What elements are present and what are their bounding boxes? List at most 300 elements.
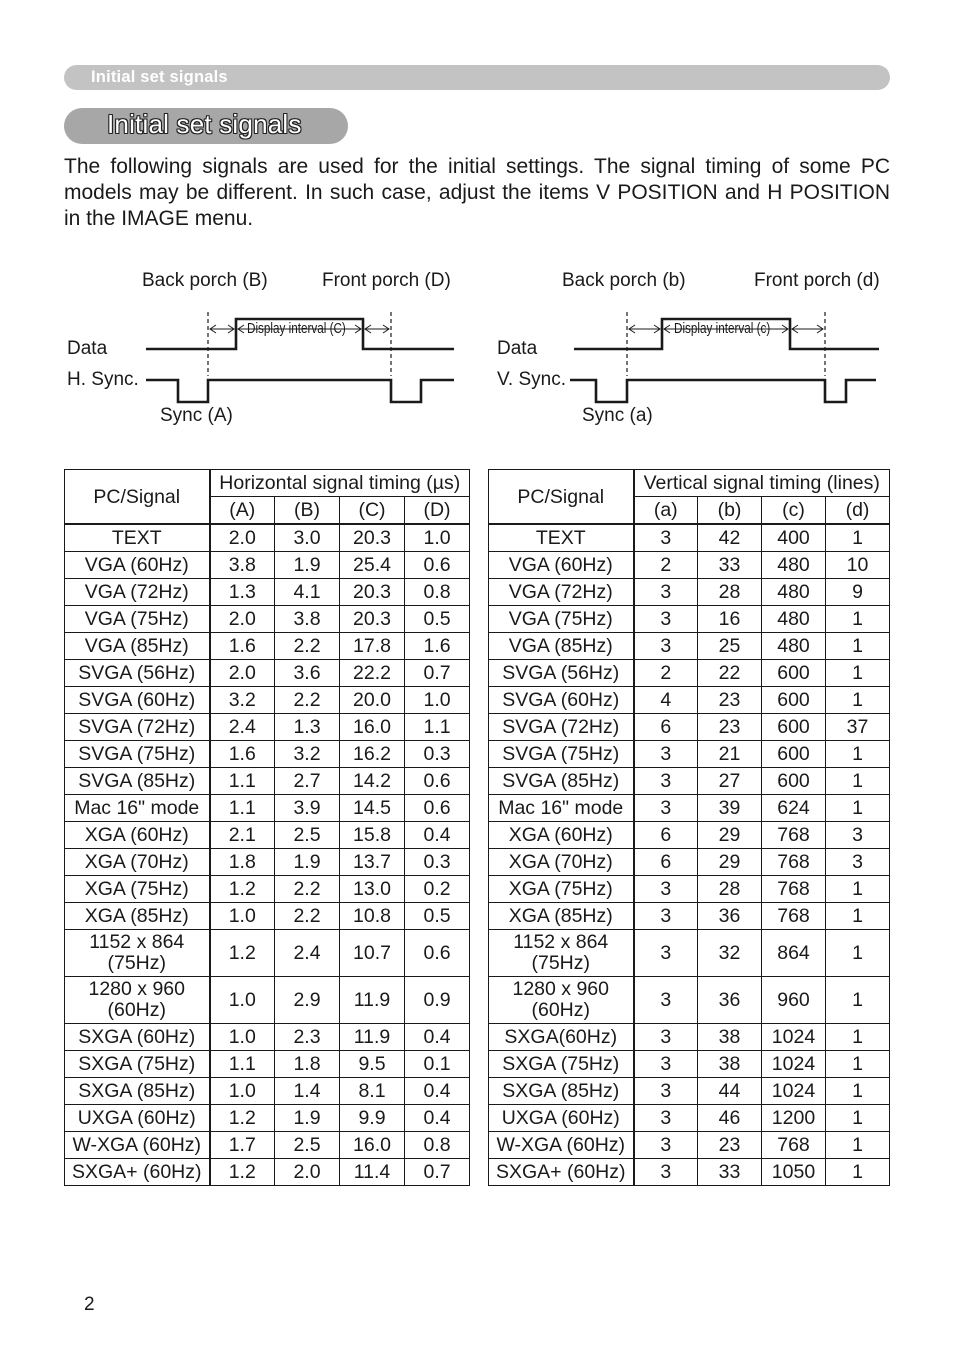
- pc-signal-cell: SVGA (56Hz): [65, 660, 210, 687]
- timing-value-cell: 1.0: [210, 903, 275, 930]
- timing-value-cell: 1: [826, 977, 890, 1024]
- timing-value-cell: 960: [762, 977, 826, 1024]
- timing-value-cell: 0.8: [405, 579, 470, 606]
- timing-value-cell: 1: [826, 930, 890, 977]
- vertical-timing-table: [488, 469, 890, 1186]
- timing-value-cell: 3: [634, 1051, 698, 1078]
- pc-signal-cell: W-XGA (60Hz): [489, 1132, 634, 1159]
- timing-group-header: Vertical signal timing (lines): [634, 470, 890, 497]
- timing-value-cell: 36: [698, 977, 762, 1024]
- timing-value-cell: 4.1: [275, 579, 340, 606]
- timing-value-cell: 37: [826, 714, 890, 741]
- display-interval-label: Display interval (C): [247, 320, 346, 337]
- table-row: [489, 687, 890, 714]
- timing-value-cell: 1.6: [210, 633, 275, 660]
- timing-value-cell: 3: [826, 849, 890, 876]
- timing-value-cell: 20.3: [340, 606, 405, 633]
- timing-value-cell: 0.8: [405, 1132, 470, 1159]
- timing-value-cell: 0.6: [405, 552, 470, 579]
- timing-value-cell: 6: [634, 714, 698, 741]
- table-row: [65, 741, 470, 768]
- pc-signal-cell: SVGA (85Hz): [489, 768, 634, 795]
- timing-value-cell: 6: [634, 849, 698, 876]
- timing-value-cell: 20.0: [340, 687, 405, 714]
- timing-value-cell: 38: [698, 1051, 762, 1078]
- table-row: [489, 714, 890, 741]
- timing-value-cell: 33: [698, 552, 762, 579]
- timing-value-cell: 9: [826, 579, 890, 606]
- timing-value-cell: 2.5: [275, 1132, 340, 1159]
- pc-signal-cell: UXGA (60Hz): [489, 1105, 634, 1132]
- timing-value-cell: 2.2: [275, 876, 340, 903]
- timing-value-cell: 20.3: [340, 524, 405, 552]
- pc-signal-cell: UXGA (60Hz): [65, 1105, 210, 1132]
- timing-value-cell: 2.9: [275, 977, 340, 1024]
- pc-signal-cell: SVGA (75Hz): [489, 741, 634, 768]
- timing-value-cell: 3: [634, 1078, 698, 1105]
- pc-signal-header: PC/Signal: [65, 470, 210, 525]
- timing-value-cell: 11.4: [340, 1159, 405, 1186]
- table-row: [65, 1159, 470, 1186]
- table-row: [489, 1159, 890, 1186]
- timing-value-cell: 1: [826, 768, 890, 795]
- pc-signal-cell: SXGA (60Hz): [65, 1024, 210, 1051]
- table-row: [65, 795, 470, 822]
- timing-value-cell: 4: [634, 687, 698, 714]
- timing-value-cell: 1.0: [405, 687, 470, 714]
- timing-value-cell: 38: [698, 1024, 762, 1051]
- pc-signal-cell: SVGA (56Hz): [489, 660, 634, 687]
- timing-value-cell: 46: [698, 1105, 762, 1132]
- timing-value-cell: 20.3: [340, 579, 405, 606]
- timing-value-cell: 3: [634, 1159, 698, 1186]
- timing-value-cell: 1: [826, 795, 890, 822]
- timing-value-cell: 0.3: [405, 741, 470, 768]
- timing-value-cell: 1: [826, 876, 890, 903]
- pc-signal-cell: SXGA (75Hz): [489, 1051, 634, 1078]
- timing-value-cell: 2.4: [275, 930, 340, 977]
- timing-value-cell: 17.8: [340, 633, 405, 660]
- table-row: [489, 977, 890, 1024]
- timing-value-cell: 0.5: [405, 606, 470, 633]
- timing-value-cell: 3: [634, 977, 698, 1024]
- pc-signal-header: PC/Signal: [489, 470, 634, 525]
- sync-label: Sync (A): [160, 405, 233, 426]
- table-row: [489, 1024, 890, 1051]
- timing-value-cell: 1.8: [275, 1051, 340, 1078]
- timing-value-cell: 23: [698, 1132, 762, 1159]
- timing-value-cell: 1024: [762, 1051, 826, 1078]
- timing-value-cell: 1: [826, 1159, 890, 1186]
- timing-value-cell: 1.1: [405, 714, 470, 741]
- timing-value-cell: 39: [698, 795, 762, 822]
- timing-value-cell: 3: [634, 606, 698, 633]
- pc-signal-cell: VGA (60Hz): [489, 552, 634, 579]
- pc-signal-cell: VGA (72Hz): [65, 579, 210, 606]
- timing-value-cell: 768: [762, 1132, 826, 1159]
- timing-value-cell: 768: [762, 876, 826, 903]
- timing-value-cell: 0.4: [405, 1105, 470, 1132]
- timing-value-cell: 0.1: [405, 1051, 470, 1078]
- table-row: [65, 606, 470, 633]
- table-row: [65, 579, 470, 606]
- horizontal-table-body: [65, 524, 470, 1186]
- timing-value-cell: 2.2: [275, 687, 340, 714]
- timing-value-cell: 1: [826, 606, 890, 633]
- front-porch-label: Front porch (d): [754, 270, 880, 291]
- timing-value-cell: 600: [762, 768, 826, 795]
- pc-signal-cell: XGA (60Hz): [65, 822, 210, 849]
- timing-value-cell: 3.8: [210, 552, 275, 579]
- timing-value-cell: 480: [762, 633, 826, 660]
- timing-value-cell: 28: [698, 876, 762, 903]
- pc-signal-cell: SXGA (85Hz): [65, 1078, 210, 1105]
- timing-value-cell: 1: [826, 741, 890, 768]
- pc-signal-cell: VGA (85Hz): [65, 633, 210, 660]
- timing-value-cell: 14.5: [340, 795, 405, 822]
- timing-value-cell: 28: [698, 579, 762, 606]
- timing-value-cell: 0.6: [405, 795, 470, 822]
- table-row: [489, 633, 890, 660]
- timing-value-cell: 9.5: [340, 1051, 405, 1078]
- timing-value-cell: 480: [762, 552, 826, 579]
- timing-value-cell: 11.9: [340, 1024, 405, 1051]
- timing-value-cell: 1200: [762, 1105, 826, 1132]
- table-row: [65, 876, 470, 903]
- timing-value-cell: 3: [634, 795, 698, 822]
- timing-value-cell: 2.3: [275, 1024, 340, 1051]
- display-interval-label: Display interval (c): [674, 320, 771, 337]
- table-row: [65, 714, 470, 741]
- timing-value-cell: 1.7: [210, 1132, 275, 1159]
- timing-value-cell: 0.5: [405, 903, 470, 930]
- data-label: Data: [67, 338, 108, 359]
- timing-value-cell: 9.9: [340, 1105, 405, 1132]
- timing-value-cell: 3.2: [275, 741, 340, 768]
- timing-value-cell: 25: [698, 633, 762, 660]
- timing-value-cell: 42: [698, 524, 762, 552]
- table-row: [65, 977, 470, 1024]
- timing-value-cell: 3: [634, 524, 698, 552]
- pc-signal-cell: VGA (75Hz): [489, 606, 634, 633]
- timing-value-cell: 3: [634, 1024, 698, 1051]
- timing-value-cell: 23: [698, 714, 762, 741]
- timing-value-cell: 768: [762, 849, 826, 876]
- pc-signal-cell: XGA (75Hz): [489, 876, 634, 903]
- column-header: (D): [405, 497, 470, 525]
- timing-value-cell: 2: [634, 660, 698, 687]
- timing-value-cell: 2: [634, 552, 698, 579]
- front-porch-label: Front porch (D): [322, 270, 451, 291]
- timing-value-cell: 3: [634, 633, 698, 660]
- pc-signal-cell: 1280 x 960 (60Hz): [65, 977, 210, 1024]
- horizontal-timing-diagram: [64, 262, 476, 438]
- timing-value-cell: 0.6: [405, 930, 470, 977]
- timing-value-cell: 0.2: [405, 876, 470, 903]
- page-number: 2: [84, 1294, 95, 1315]
- table-row: [65, 1078, 470, 1105]
- timing-value-cell: 3.2: [210, 687, 275, 714]
- pc-signal-cell: SXGA(60Hz): [489, 1024, 634, 1051]
- timing-value-cell: 600: [762, 714, 826, 741]
- timing-value-cell: 1.9: [275, 552, 340, 579]
- pc-signal-cell: XGA (70Hz): [65, 849, 210, 876]
- timing-value-cell: 1: [826, 687, 890, 714]
- timing-value-cell: 0.6: [405, 768, 470, 795]
- column-header: (a): [634, 497, 698, 525]
- timing-value-cell: 10: [826, 552, 890, 579]
- timing-value-cell: 0.3: [405, 849, 470, 876]
- timing-value-cell: 0.4: [405, 1024, 470, 1051]
- timing-value-cell: 1050: [762, 1159, 826, 1186]
- timing-value-cell: 3: [634, 903, 698, 930]
- column-header: (A): [210, 497, 275, 525]
- table-row: [65, 1024, 470, 1051]
- pc-signal-cell: VGA (60Hz): [65, 552, 210, 579]
- header-bar: [64, 65, 890, 90]
- back-porch-label: Back porch (B): [142, 270, 268, 291]
- timing-value-cell: 23: [698, 687, 762, 714]
- vertical-timing-diagram: [494, 262, 906, 438]
- timing-value-cell: 2.0: [210, 660, 275, 687]
- timing-value-cell: 1.4: [275, 1078, 340, 1105]
- timing-value-cell: 1024: [762, 1078, 826, 1105]
- pc-signal-cell: XGA (60Hz): [489, 822, 634, 849]
- timing-value-cell: 1: [826, 903, 890, 930]
- table-row: [489, 741, 890, 768]
- timing-value-cell: 16.0: [340, 1132, 405, 1159]
- timing-value-cell: 11.9: [340, 977, 405, 1024]
- timing-value-cell: 1.0: [210, 1078, 275, 1105]
- timing-value-cell: 14.2: [340, 768, 405, 795]
- timing-value-cell: 1024: [762, 1024, 826, 1051]
- pc-signal-cell: SXGA+ (60Hz): [65, 1159, 210, 1186]
- pc-signal-cell: 1152 x 864 (75Hz): [65, 930, 210, 977]
- timing-value-cell: 0.4: [405, 822, 470, 849]
- timing-value-cell: 27: [698, 768, 762, 795]
- table-row: [65, 1051, 470, 1078]
- timing-value-cell: 1: [826, 1078, 890, 1105]
- timing-value-cell: 2.5: [275, 822, 340, 849]
- header-section-tab: Initial set signals: [91, 68, 228, 86]
- timing-value-cell: 21: [698, 741, 762, 768]
- timing-value-cell: 2.2: [275, 903, 340, 930]
- pc-signal-cell: XGA (70Hz): [489, 849, 634, 876]
- table-row: [489, 903, 890, 930]
- timing-value-cell: 0.9: [405, 977, 470, 1024]
- timing-value-cell: 16.0: [340, 714, 405, 741]
- timing-value-cell: 13.0: [340, 876, 405, 903]
- table-row: [65, 633, 470, 660]
- timing-value-cell: 2.7: [275, 768, 340, 795]
- h-sync-label: H. Sync.: [67, 369, 139, 390]
- timing-value-cell: 0.7: [405, 660, 470, 687]
- section-title-pill: [64, 108, 348, 144]
- column-header: (B): [275, 497, 340, 525]
- timing-value-cell: 1: [826, 524, 890, 552]
- timing-value-cell: 1.9: [275, 1105, 340, 1132]
- timing-value-cell: 3: [634, 741, 698, 768]
- timing-value-cell: 600: [762, 741, 826, 768]
- timing-value-cell: 1: [826, 1051, 890, 1078]
- timing-value-cell: 1.2: [210, 1105, 275, 1132]
- horizontal-timing-table: [64, 469, 470, 1186]
- pc-signal-cell: SVGA (60Hz): [65, 687, 210, 714]
- pc-signal-cell: SVGA (60Hz): [489, 687, 634, 714]
- pc-signal-cell: SVGA (85Hz): [65, 768, 210, 795]
- pc-signal-cell: SXGA (75Hz): [65, 1051, 210, 1078]
- table-row: [65, 903, 470, 930]
- timing-value-cell: 1: [826, 1024, 890, 1051]
- timing-value-cell: 1.0: [210, 977, 275, 1024]
- table-row: [65, 1132, 470, 1159]
- timing-value-cell: 1: [826, 660, 890, 687]
- timing-value-cell: 1.2: [210, 930, 275, 977]
- timing-value-cell: 22: [698, 660, 762, 687]
- table-row: [489, 795, 890, 822]
- timing-value-cell: 32: [698, 930, 762, 977]
- timing-value-cell: 1: [826, 1105, 890, 1132]
- pc-signal-cell: VGA (85Hz): [489, 633, 634, 660]
- table-row: [489, 876, 890, 903]
- pc-signal-cell: W-XGA (60Hz): [65, 1132, 210, 1159]
- timing-value-cell: 3: [826, 822, 890, 849]
- vertical-table-body: [489, 524, 890, 1186]
- timing-value-cell: 1.0: [210, 1024, 275, 1051]
- timing-value-cell: 768: [762, 822, 826, 849]
- timing-value-cell: 13.7: [340, 849, 405, 876]
- table-row: [65, 768, 470, 795]
- pc-signal-cell: 1280 x 960 (60Hz): [489, 977, 634, 1024]
- timing-value-cell: 44: [698, 1078, 762, 1105]
- timing-value-cell: 2.4: [210, 714, 275, 741]
- table-row: [489, 1078, 890, 1105]
- pc-signal-cell: SXGA+ (60Hz): [489, 1159, 634, 1186]
- timing-value-cell: 3: [634, 930, 698, 977]
- table-row: [65, 822, 470, 849]
- intro-paragraph: The following signals are used for the initial settings. The signal timing of some PC models may be different. In such case, adjust the items V POSITION and H POSITION in the IMAGE menu.: [64, 155, 890, 230]
- pc-signal-cell: VGA (72Hz): [489, 579, 634, 606]
- timing-value-cell: 1.9: [275, 849, 340, 876]
- timing-value-cell: 1.1: [210, 768, 275, 795]
- timing-value-cell: 1.1: [210, 795, 275, 822]
- pc-signal-cell: SVGA (75Hz): [65, 741, 210, 768]
- table-row: [489, 1105, 890, 1132]
- timing-value-cell: 3.6: [275, 660, 340, 687]
- timing-value-cell: 0.4: [405, 1078, 470, 1105]
- timing-value-cell: 1.6: [210, 741, 275, 768]
- timing-value-cell: 2.2: [275, 633, 340, 660]
- timing-value-cell: 1.2: [210, 876, 275, 903]
- timing-value-cell: 6: [634, 822, 698, 849]
- timing-value-cell: 10.7: [340, 930, 405, 977]
- table-row: [65, 930, 470, 977]
- section-title: Initial set signals: [107, 109, 302, 139]
- timing-value-cell: 864: [762, 930, 826, 977]
- timing-value-cell: 29: [698, 849, 762, 876]
- timing-value-cell: 2.0: [275, 1159, 340, 1186]
- timing-value-cell: 1.6: [405, 633, 470, 660]
- pc-signal-cell: VGA (75Hz): [65, 606, 210, 633]
- timing-value-cell: 3: [634, 1132, 698, 1159]
- sync-label: Sync (a): [582, 405, 653, 426]
- timing-value-cell: 16.2: [340, 741, 405, 768]
- timing-value-cell: 1.2: [210, 1159, 275, 1186]
- timing-value-cell: 3.9: [275, 795, 340, 822]
- timing-value-cell: 3: [634, 1105, 698, 1132]
- column-header: (c): [762, 497, 826, 525]
- timing-value-cell: 1: [826, 633, 890, 660]
- timing-value-cell: 33: [698, 1159, 762, 1186]
- table-row: [65, 660, 470, 687]
- timing-value-cell: 600: [762, 687, 826, 714]
- table-row: [489, 579, 890, 606]
- pc-signal-cell: SVGA (72Hz): [489, 714, 634, 741]
- timing-value-cell: 1.8: [210, 849, 275, 876]
- table-row: [65, 1105, 470, 1132]
- table-row: [489, 606, 890, 633]
- timing-value-cell: 22.2: [340, 660, 405, 687]
- pc-signal-cell: Mac 16" mode: [489, 795, 634, 822]
- pc-signal-cell: TEXT: [65, 524, 210, 552]
- back-porch-label: Back porch (b): [562, 270, 686, 291]
- table-row: [489, 660, 890, 687]
- timing-value-cell: 2.1: [210, 822, 275, 849]
- timing-value-cell: 1: [826, 1132, 890, 1159]
- table-row: [65, 524, 470, 552]
- timing-value-cell: 480: [762, 579, 826, 606]
- timing-group-header: Horizontal signal timing (µs): [210, 470, 470, 497]
- pc-signal-cell: Mac 16" mode: [65, 795, 210, 822]
- timing-value-cell: 36: [698, 903, 762, 930]
- table-row: [65, 552, 470, 579]
- table-row: [489, 930, 890, 977]
- table-row: [489, 1132, 890, 1159]
- timing-value-cell: 25.4: [340, 552, 405, 579]
- pc-signal-cell: TEXT: [489, 524, 634, 552]
- timing-value-cell: 1.1: [210, 1051, 275, 1078]
- timing-value-cell: 2.0: [210, 524, 275, 552]
- timing-value-cell: 3: [634, 876, 698, 903]
- timing-value-cell: 16: [698, 606, 762, 633]
- pc-signal-cell: SXGA (85Hz): [489, 1078, 634, 1105]
- timing-value-cell: 480: [762, 606, 826, 633]
- column-header: (b): [698, 497, 762, 525]
- table-row: [489, 822, 890, 849]
- timing-value-cell: 10.8: [340, 903, 405, 930]
- timing-value-cell: 15.8: [340, 822, 405, 849]
- table-row: [65, 849, 470, 876]
- pc-signal-cell: 1152 x 864 (75Hz): [489, 930, 634, 977]
- table-row: [65, 687, 470, 714]
- timing-value-cell: 3: [634, 579, 698, 606]
- timing-value-cell: 3.0: [275, 524, 340, 552]
- timing-value-cell: 1.3: [275, 714, 340, 741]
- timing-value-cell: 1.0: [405, 524, 470, 552]
- timing-value-cell: 768: [762, 903, 826, 930]
- timing-value-cell: 624: [762, 795, 826, 822]
- timing-value-cell: 29: [698, 822, 762, 849]
- timing-value-cell: 1.3: [210, 579, 275, 606]
- timing-value-cell: 0.7: [405, 1159, 470, 1186]
- table-row: [489, 768, 890, 795]
- v-sync-label: V. Sync.: [497, 369, 567, 390]
- column-header: (d): [826, 497, 890, 525]
- timing-value-cell: 3: [634, 768, 698, 795]
- pc-signal-cell: XGA (85Hz): [489, 903, 634, 930]
- table-row: [489, 849, 890, 876]
- timing-value-cell: 3.8: [275, 606, 340, 633]
